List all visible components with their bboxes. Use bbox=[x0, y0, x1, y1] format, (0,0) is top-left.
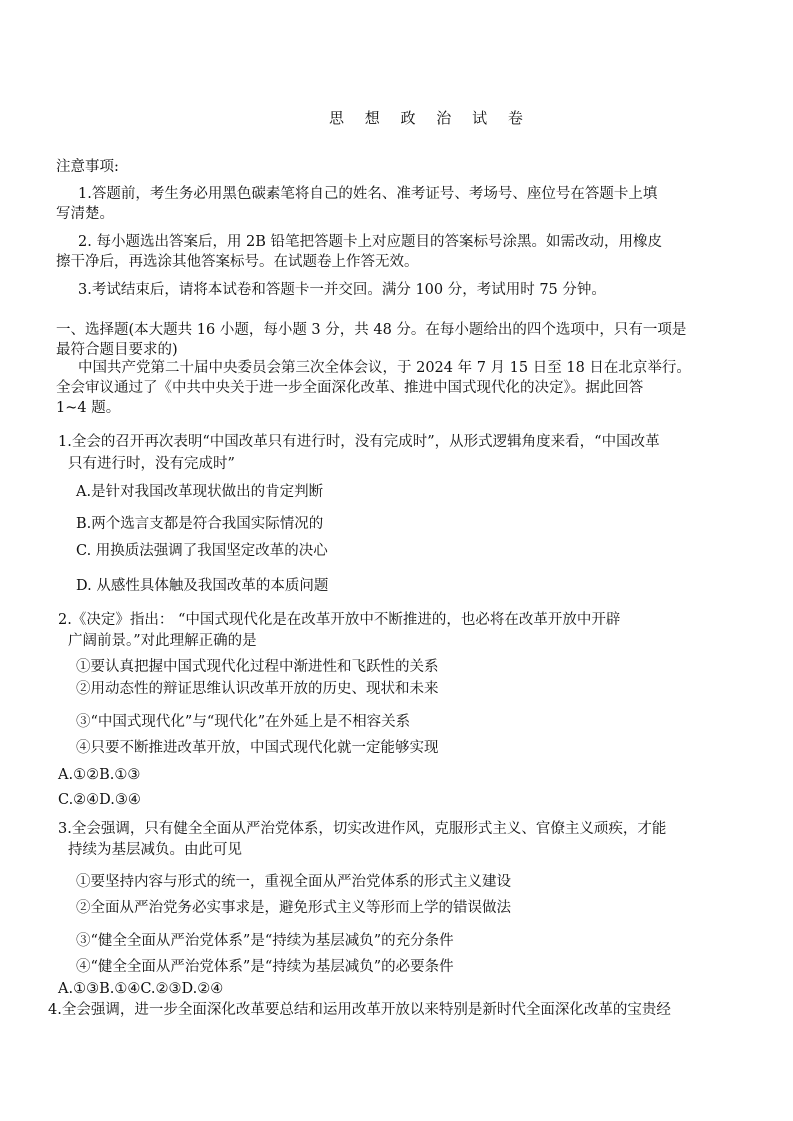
material-line-1: 中国共产党第二十届中央委员会第三次全体会议，于 2024 年 7 月 15 日至 18 日在北京举行。 bbox=[78, 360, 691, 376]
q2-options-line-2: C.②④D.③④ bbox=[58, 792, 141, 808]
notice-item-2-line-2: 擦干净后，再选涂其他答案标号。在试题卷上作答无效。 bbox=[56, 254, 419, 270]
q3-statement-1: ①要坚持内容与形式的统一，重视全面从严治党体系的形式主义建设 bbox=[76, 874, 511, 890]
notice-heading: 注意事项: bbox=[56, 159, 119, 175]
notice-item-2-line-1: 2. 每小题选出答案后，用 2B 铅笔把答题卡上对应题目的答案标号涂黑。如需改动，用橡皮 bbox=[78, 234, 663, 250]
q1-option-d: D. 从感性具体触及我国改革的本质问题 bbox=[76, 578, 329, 594]
q2-stem-line-1: 2.《决定》指出： “中国式现代化是在改革开放中不断推进的，也必将在改革开放中开辟 bbox=[58, 612, 621, 628]
q1-stem-line-2: 只有进行时，没有完成时” bbox=[68, 456, 235, 472]
notice-item-1-line-2: 写清楚。 bbox=[56, 206, 114, 222]
q1-option-b: B.两个选言支都是符合我国实际情况的 bbox=[76, 516, 324, 532]
q3-stem-line-2: 持续为基层减负。由此可见 bbox=[68, 842, 242, 858]
q4-stem-line-1: 4.全会强调，进一步全面深化改革要总结和运用改革开放以来特别是新时代全面深化改革的宝贵经 bbox=[48, 1002, 671, 1018]
material-line-2: 全会审议通过了《中共中央关于进一步全面深化改革、推进中国式现代化的决定》。据此回答 bbox=[56, 380, 644, 396]
q3-options: A.①③B.①④C.②③D.②④ bbox=[58, 981, 224, 997]
q2-statement-1: ①要认真把握中国式现代化过程中渐进性和飞跃性的关系 bbox=[76, 659, 439, 675]
q3-statement-4: ④“健全全面从严治党体系”是“持续为基层减负”的必要条件 bbox=[76, 959, 454, 975]
notice-item-3: 3.考试结束后，请将本试卷和答题卡一并交回。满分 100 分，考试用时 75 分钟。 bbox=[78, 282, 606, 298]
q2-statement-2: ②用动态性的辩证思维认识改革开放的历史、现状和未来 bbox=[76, 681, 439, 697]
q2-statement-3: ③“中国式现代化”与“现代化”在外延上是不相容关系 bbox=[76, 714, 411, 730]
q1-option-a: A.是针对我国改革现状做出的肯定判断 bbox=[76, 484, 324, 500]
q3-statement-2: ②全面从严治党务必实事求是，避免形式主义等形而上学的错误做法 bbox=[76, 900, 511, 916]
q2-options-line-1: A.①②B.①③ bbox=[58, 767, 141, 783]
notice-item-1-line-1: 1.答题前，考生务必用黑色碳素笔将自己的姓名、准考证号、考场号、座位号在答题卡上填 bbox=[78, 186, 658, 202]
q2-statement-4: ④只要不断推进改革开放，中国式现代化就一定能够实现 bbox=[76, 740, 439, 756]
q1-option-c: C. 用换质法强调了我国坚定改革的决心 bbox=[76, 543, 328, 559]
exam-title: 思 想 政 治 试 卷 bbox=[329, 109, 531, 127]
q2-stem-line-2: 广阔前景。”对此理解正确的是 bbox=[68, 633, 257, 649]
q3-stem-line-1: 3.全会强调，只有健全全面从严治党体系，切实改进作风，克服形式主义、官僚主义顽疾，才能 bbox=[58, 821, 667, 837]
section-heading-line-2: 最符合题目要求的) bbox=[56, 342, 178, 358]
section-heading-line-1: 一、选择题(本大题共 16 小题，每小题 3 分，共 48 分。在每小题给出的四个选项中，只有一项是 bbox=[56, 322, 687, 338]
material-line-3: 1~4 题。 bbox=[56, 400, 121, 416]
q1-stem-line-1: 1.全会的召开再次表明“中国改革只有进行时，没有完成时”，从形式逻辑角度来看，“中国改革 bbox=[58, 434, 660, 450]
q3-statement-3: ③“健全全面从严治党体系”是“持续为基层减负”的充分条件 bbox=[76, 933, 454, 949]
